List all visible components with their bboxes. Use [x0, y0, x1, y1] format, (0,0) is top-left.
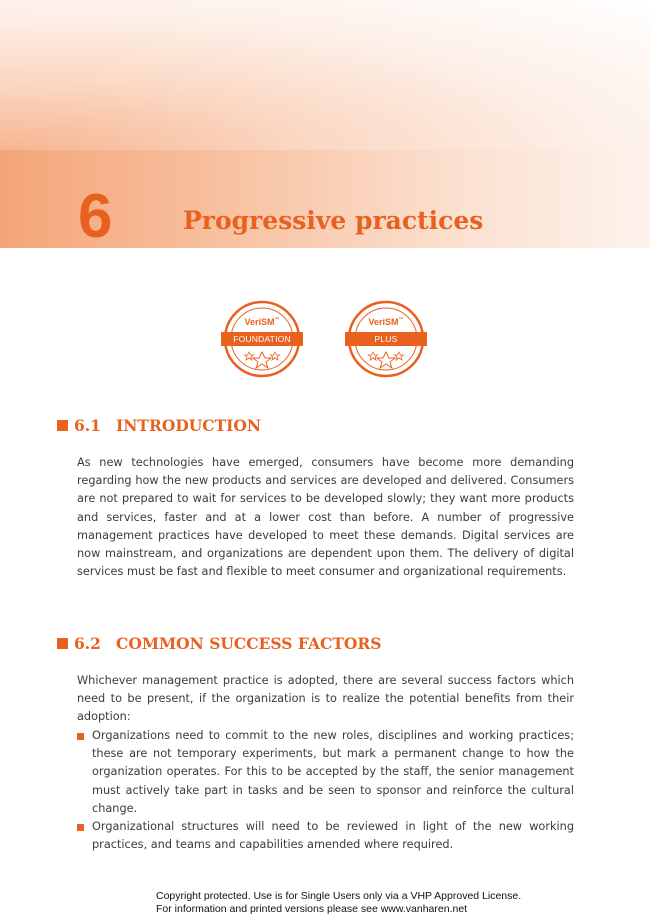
section-number: 6.2 [74, 634, 101, 653]
copyright-footer [156, 890, 521, 915]
heading-square-icon [57, 420, 68, 431]
section-heading-success-factors [57, 634, 381, 653]
chapter-title: Progressive practices [183, 206, 484, 235]
badge-level: FOUNDATION [221, 332, 303, 346]
verism-plus-badge [345, 300, 427, 378]
introduction-paragraph: As new technologies have emerged, consumers have become more demanding regarding how the new products and services are developed and delivered. Consumers are not prepared to wait for services to be developed slowly; they want more products and services, faster and at a lower cost than before. A number of progressive management practices have developed to meet these demands. Digital services are now mainstream, and organizations are dependent upon them. The delivery of digital services must be fast and flexible to meet consumer and organizational requirements. [77, 456, 574, 579]
verism-foundation-badge [221, 300, 303, 378]
list-item: Organizations need to commit to the new roles, disciplines and working practices; these are not temporary experiments, but mark a permanent change to how the organization operates. For this to be accepted by the staff, the senior management must actively take part in tasks and be seen to sponsor and reinforce the cultural change. [92, 729, 574, 815]
list-item: Organizational structures will need to be reviewed in light of the new working practices, and teams and capabilities amended where required. [92, 820, 574, 852]
footer-line-2: For information and printed versions please see www.vanharen.net [156, 902, 468, 915]
badge-level: PLUS [345, 332, 427, 346]
badge-brand: VeriSM™ [244, 317, 280, 327]
section-title: INTRODUCTION [116, 416, 262, 435]
chapter-number: 6 [78, 182, 112, 251]
badge-brand: VeriSM™ [368, 317, 404, 327]
section-heading-introduction [57, 416, 261, 435]
bullet-square-icon [77, 824, 84, 831]
footer-line-1: Copyright protected. Use is for Single Users only via a VHP Approved License. [156, 890, 522, 902]
section-number: 6.1 [74, 416, 101, 435]
section-title: COMMON SUCCESS FACTORS [116, 634, 382, 653]
heading-square-icon [57, 638, 68, 649]
header-gradient [0, 0, 650, 155]
bullet-square-icon [77, 733, 84, 740]
success-factors-paragraph: Whichever management practice is adopted, there are several success factors which need to be present, if the organization is to realize the potential benefits from their adoption: [77, 674, 574, 724]
